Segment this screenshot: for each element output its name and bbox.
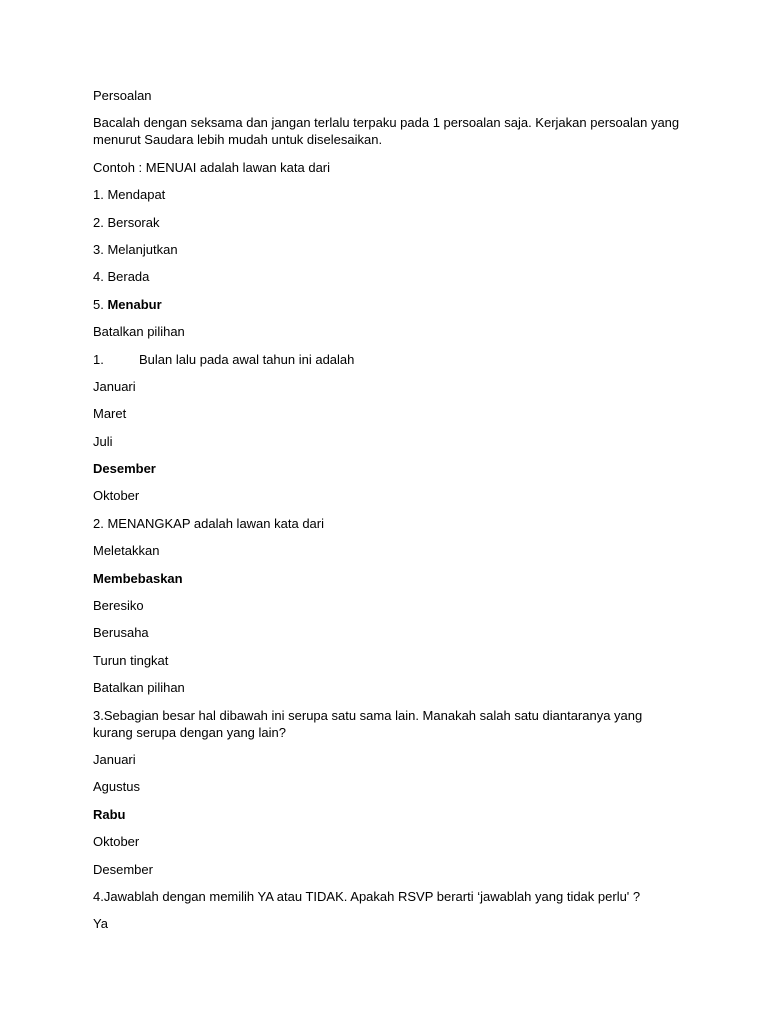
q4-option[interactable]: Ya	[93, 916, 108, 932]
q4-question: 4.Jawablah dengan memilih YA atau TIDAK. Apakah RSVP berarti ‘jawablah yang tidak perlu' ?	[93, 888, 641, 904]
q3-option[interactable]: Januari	[93, 751, 136, 767]
option-prefix: 4.	[93, 269, 108, 285]
q2-cancel-selection[interactable]: Batalkan pilihan	[93, 680, 185, 696]
instructions-text: Bacalah dengan seksama dan jangan terlalu terpaku pada 1 persoalan saja. Kerjakan persoalan yang menurut Saudara lebih mudah untuk diselesaikan.	[93, 115, 680, 148]
page-title: Persoalan	[93, 88, 152, 103]
example-option-4[interactable]	[93, 268, 683, 285]
example-option-3[interactable]	[93, 241, 683, 258]
q1-option[interactable]: Juli	[93, 433, 113, 449]
option-text: Melanjutkan	[107, 241, 178, 257]
option-text: Bersorak	[107, 214, 160, 230]
q2-option[interactable]: Beresiko	[93, 598, 144, 614]
option-prefix: 2.	[93, 214, 108, 230]
option-text: Mendapat	[107, 187, 166, 203]
option-prefix: 5.	[93, 296, 108, 312]
q3-question: 3.Sebagian besar hal dibawah ini serupa satu sama lain. Manakah salah satu diantaranya yang kurang serupa dengan yang lain?	[93, 707, 643, 740]
q3-option[interactable]: Desember	[93, 861, 153, 877]
option-prefix: 3.	[93, 241, 108, 257]
example-question: Contoh : MENUAI adalah lawan kata dari	[93, 159, 331, 175]
document-body	[93, 87, 683, 943]
example-option-1[interactable]	[93, 186, 683, 203]
option-text-selected: Menabur	[107, 296, 162, 312]
q2-option[interactable]: Berusaha	[93, 625, 149, 641]
option-text: Berada	[107, 269, 150, 285]
q3-option-selected[interactable]: Rabu	[93, 806, 126, 822]
q1-number: 1.	[93, 351, 104, 367]
q3-option[interactable]: Agustus	[93, 779, 140, 795]
example-option-2[interactable]	[93, 214, 683, 231]
q3-option[interactable]: Oktober	[93, 834, 140, 850]
example-option-5[interactable]	[93, 296, 683, 313]
q1-option-selected[interactable]: Desember	[93, 461, 156, 477]
q2-option-selected[interactable]: Membebaskan	[93, 570, 183, 586]
q1-question-text: Bulan lalu pada awal tahun ini adalah	[139, 351, 355, 367]
q2-question: 2. MENANGKAP adalah lawan kata dari	[93, 515, 324, 531]
example-cancel-selection[interactable]: Batalkan pilihan	[93, 324, 185, 340]
q2-option[interactable]: Meletakkan	[93, 543, 160, 559]
option-prefix: 1.	[93, 187, 108, 203]
q1-question	[93, 351, 683, 368]
q1-option[interactable]: Oktober	[93, 488, 140, 504]
q2-option[interactable]: Turun tingkat	[93, 652, 169, 668]
q1-option[interactable]: Januari	[93, 378, 136, 394]
q1-option[interactable]: Maret	[93, 406, 127, 422]
